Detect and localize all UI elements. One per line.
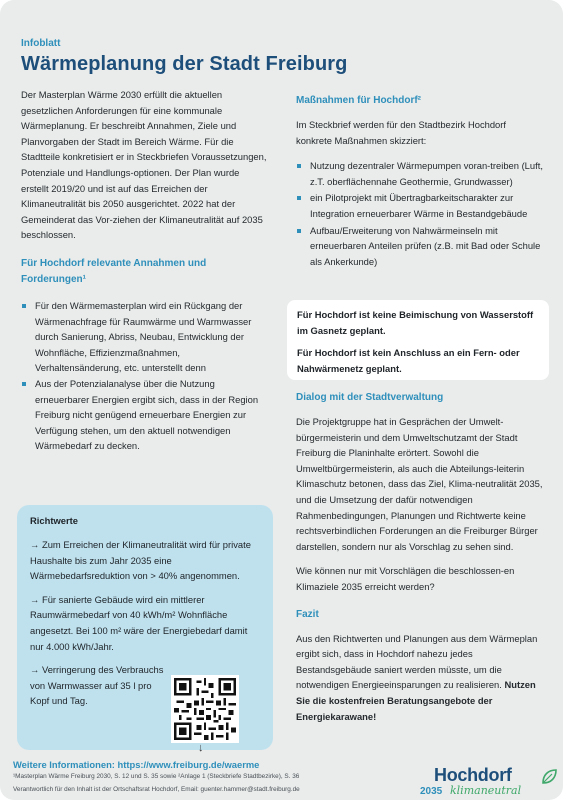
list-item: Aus der Potenzialanalyse über die Nutzung erneuerbarer Energien ergibt sich, dass in der Region Freiburg nicht genügend erneuerbare Energien zur Verfügung stehen, um den aktuell notwendigen Wärmebedarf zu decken. (21, 376, 269, 454)
requirements-list (21, 298, 269, 454)
richtwerte-item: → Zum Erreichen der Klimaneutralität wird für private Haushalte bis zum Jahr 2035 eine Wärmebedarfsreduktion von > 40% angenommen. (30, 539, 251, 582)
left-column (21, 87, 271, 454)
requirements-heading: Für Hochdorf relevante Annahmen und Forderungen¹ (21, 257, 207, 285)
note-district-heating: Für Hochdorf ist kein Anschluss an ein Fern- oder Nahwärmenetz geplant. (297, 347, 520, 374)
intro-text: Der Masterplan Wärme 2030 erfüllt die aktuellen gesetzlichen Anforderungen für eine kommunale Wärmeplanung. Er beschreibt Annahmen, Ziele und Planvorgaben der Stadt im Bereich Wärme. Für die Stadtteile konkretisiert er in Steckbriefen Voraussetzungen, Potenziale und Handlungs-optionen. Der Plan wurde erstellt 2019/20 und ist auf das Erreichen der Klimaneutralität bis 2050 ausgerichtet. 2022 hat der Gemeinderat das Vor-ziehen der Klimaneutralität auf 2035 beschlossen. (21, 89, 267, 241)
richtwerte-item: → Verringerung des Verbrauchs von Warmwasser auf 35 l pro Kopf und Tag. (30, 664, 164, 707)
richtwerte-heading: Richtwerte (30, 515, 78, 526)
more-info-link[interactable]: Weitere Informationen: https://www.freiburg.de/waerme (13, 759, 260, 770)
leaf-icon (540, 768, 558, 786)
logo-year: 2035 (420, 786, 443, 797)
right-column (296, 93, 545, 269)
fazit-heading: Fazit (296, 608, 319, 620)
list-item: Aufbau/Erweiterung von Nahwärmeinseln mit erneuerbaren Anteilen prüfen (z.B. mit Bad oder Schule als Ankerkunde) (296, 223, 545, 270)
measures-intro: Im Steckbrief werden für den Stadtbezirk Hochdorf konkrete Maßnahmen skizziert: (296, 119, 506, 146)
page-title: Wärmeplanung der Stadt Freiburg (21, 53, 348, 75)
richtwerte-item: → Für sanierte Gebäude wird ein mittlerer Raumwärmebedarf von 40 kWh/m² Wohnfläche angesetzt. Bei 100 m² wäre der Energiebedarf damit nur 4.000 kWh/Jahr. (30, 593, 248, 652)
question-text: Wie können nur mit Vorschlägen die beschlossen-en Klimaziele 2035 erreicht werden? (296, 565, 515, 592)
fazit-body: Aus den Richtwerten und Planungen aus dem Wärmeplan ergibt sich, dass in Hochdorf nahezu jedes Bestandsgebäude saniert werden müsste, um die notwendigen Energieeinsparungen zu realisieren. (296, 632, 538, 691)
arrow-down-icon: ↓ (198, 742, 204, 754)
sheet-label: Infoblatt (21, 38, 61, 49)
fazit-callout: Nutzen Sie die kostenfreien Beratungsangebote der Energiekarawane! (296, 679, 536, 722)
dialog-text: Die Projektgruppe hat in Gesprächen der Umwelt-bürgermeisterin und dem Umweltschutzamt der Stadt Freiburg die Planinhalte erörtert. Sowohl die Umweltbürgermeisterin, als auch die Abteilungs-leiterin Klimaschutz betonen, dass das Ziel, Klima-neutralität 2035, und die Umsetzung der dafür notwendigen Rahmenbedingungen, Planungen und Richtwerte keine rechtsverbindlichen Forderungen an die Freiburger Bürger darstellen, sondern nur als Vorschlag zu sehen sind. (296, 416, 543, 552)
qr-code-icon[interactable] (171, 675, 239, 743)
measures-heading: Maßnahmen für Hochdorf² (296, 95, 421, 106)
footnote-sources: ¹Masterplan Wärme Freiburg 2030, S. 12 und S. 35 sowie ²Anlage 1 (Steckbriefe Stadtbezirke), S. 36 (13, 773, 300, 780)
note-hydrogen: Für Hochdorf ist keine Beimischung von Wasserstoff im Gasnetz geplant. (297, 309, 534, 336)
right-column-lower (296, 390, 545, 724)
logo-name: Hochdorf (434, 765, 512, 785)
list-item: ein Pilotprojekt mit Übertragbarkeitscharakter zur Integration erneuerbarer Wärme in Bestandgebäude (296, 190, 545, 221)
logo-tagline: klimaneutral (450, 784, 522, 797)
list-item: Für den Wärmemasterplan wird ein Rückgang der Wärmenachfrage für Raumwärme und Warmwasser durch Sanierung, Abriss, Neubau, Entwicklung der Wohnfläche, Effizienzmaßnahmen, Verhaltensänderung, etc. unterstellt denn (21, 298, 269, 376)
list-item: Nutzung dezentraler Wärmepumpen voran-treiben (Luft, z.T. oberflächennahe Geothermie, Grundwasser) (296, 158, 545, 189)
note-box (287, 300, 549, 380)
footnote-responsible: Verantwortlich für den Inhalt ist der Ortschaftsrat Hochdorf, Email: guenter.hammer@stadt.freiburg.de (13, 786, 300, 793)
measures-list (296, 158, 545, 269)
dialog-heading: Dialog mit der Stadtverwaltung (296, 392, 444, 403)
fazit-text (296, 631, 544, 725)
hochdorf-logo (420, 766, 560, 800)
